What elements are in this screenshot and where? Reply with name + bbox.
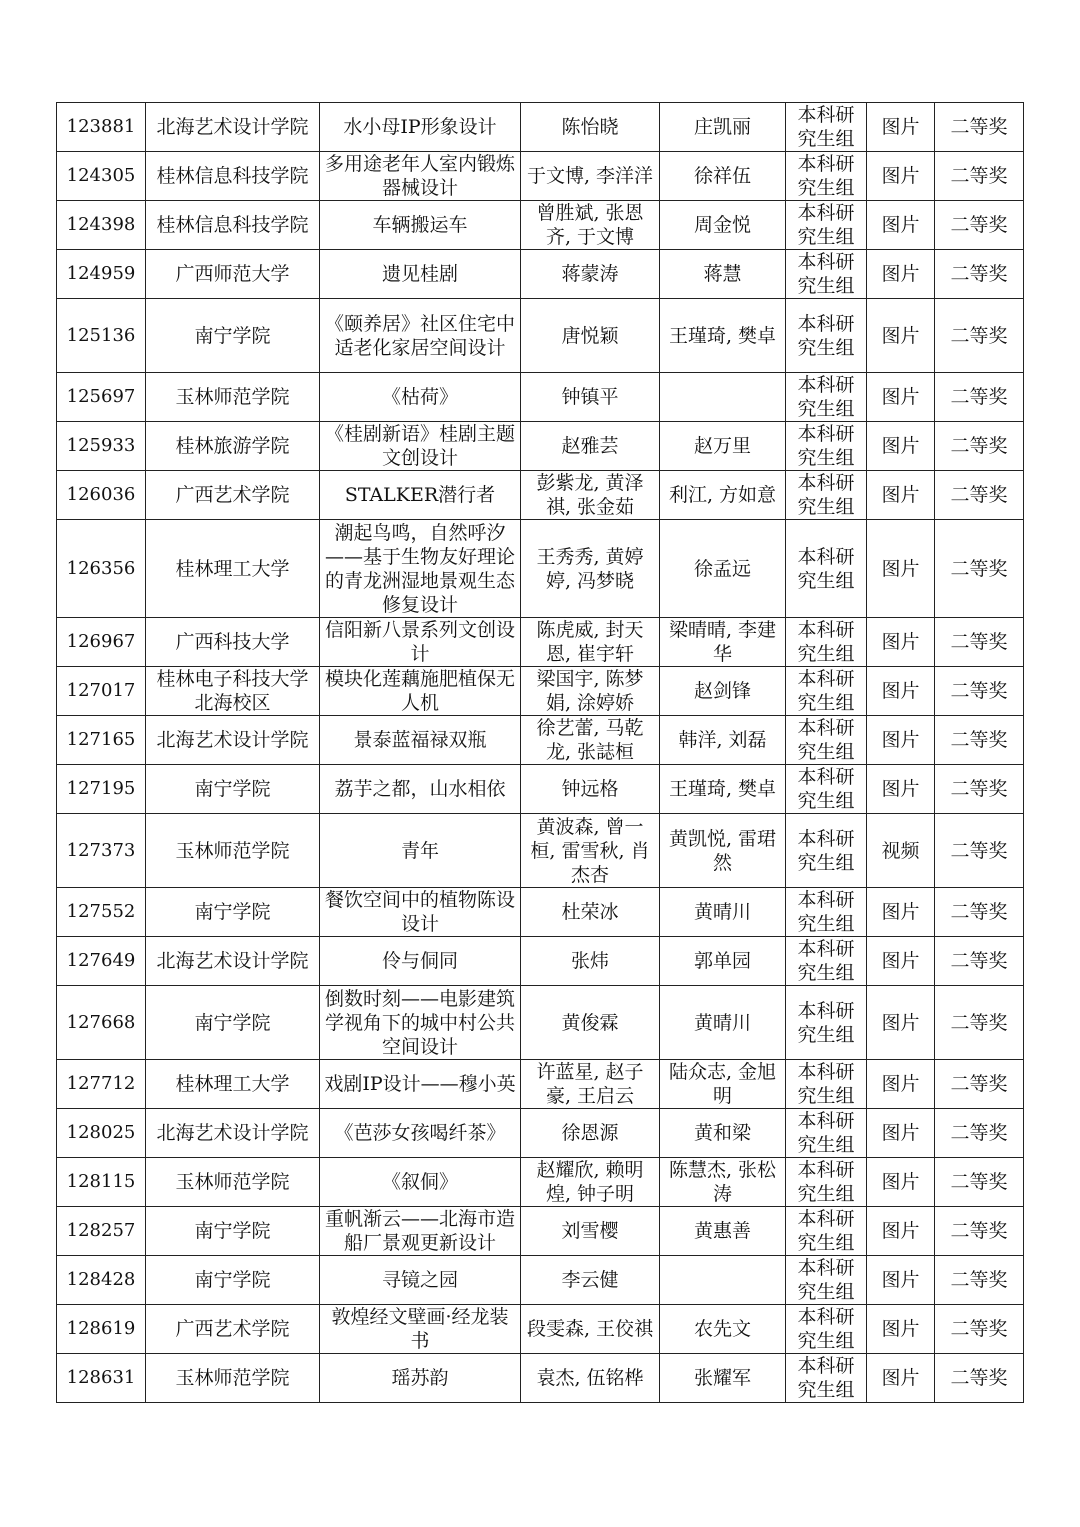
table-row	[57, 152, 1024, 201]
cell-work: 《叙侗》	[320, 1158, 521, 1207]
cell-authors: 杜荣冰	[521, 888, 660, 937]
cell-advisor: 徐祥伍	[660, 152, 786, 201]
cell-type: 图片	[867, 250, 935, 299]
cell-id: 127373	[57, 814, 146, 888]
table-row	[57, 1060, 1024, 1109]
cell-authors: 蒋蒙涛	[521, 250, 660, 299]
cell-advisor	[660, 373, 786, 422]
cell-group: 本科研究生组	[786, 716, 867, 765]
cell-award: 二等奖	[935, 1305, 1024, 1354]
cell-id: 124959	[57, 250, 146, 299]
cell-authors: 钟镇平	[521, 373, 660, 422]
cell-group: 本科研究生组	[786, 765, 867, 814]
table-row	[57, 667, 1024, 716]
cell-award: 二等奖	[935, 1256, 1024, 1305]
cell-authors: 赵耀欣, 赖明煌, 钟子明	[521, 1158, 660, 1207]
cell-advisor: 农先文	[660, 1305, 786, 1354]
table-row	[57, 1305, 1024, 1354]
cell-id: 124305	[57, 152, 146, 201]
table-row	[57, 103, 1024, 152]
cell-type: 图片	[867, 618, 935, 667]
cell-authors: 袁杰, 伍铭桦	[521, 1354, 660, 1403]
cell-group: 本科研究生组	[786, 373, 867, 422]
cell-authors: 李云健	[521, 1256, 660, 1305]
cell-type: 图片	[867, 152, 935, 201]
cell-school: 南宁学院	[146, 1256, 320, 1305]
cell-group: 本科研究生组	[786, 937, 867, 986]
table-row	[57, 1109, 1024, 1158]
cell-group: 本科研究生组	[786, 1305, 867, 1354]
cell-authors: 唐悦颖	[521, 299, 660, 373]
cell-group: 本科研究生组	[786, 1354, 867, 1403]
cell-advisor: 黄和梁	[660, 1109, 786, 1158]
cell-school: 北海艺术设计学院	[146, 937, 320, 986]
cell-group: 本科研究生组	[786, 471, 867, 520]
table-row	[57, 716, 1024, 765]
cell-id: 123881	[57, 103, 146, 152]
cell-advisor: 郭单园	[660, 937, 786, 986]
cell-advisor: 梁晴晴, 李建华	[660, 618, 786, 667]
cell-work: 重帆渐云——北海市造船厂景观更新设计	[320, 1207, 521, 1256]
cell-group: 本科研究生组	[786, 152, 867, 201]
cell-advisor: 陆众志, 金旭明	[660, 1060, 786, 1109]
cell-type: 视频	[867, 814, 935, 888]
cell-advisor: 蒋慧	[660, 250, 786, 299]
table-row	[57, 201, 1024, 250]
cell-authors: 徐恩源	[521, 1109, 660, 1158]
cell-group: 本科研究生组	[786, 888, 867, 937]
cell-authors: 王秀秀, 黄婷婷, 冯梦晓	[521, 520, 660, 618]
table-row	[57, 250, 1024, 299]
table-row	[57, 1207, 1024, 1256]
cell-authors: 陈虎威, 封天恩, 崔宇轩	[521, 618, 660, 667]
table-row	[57, 422, 1024, 471]
cell-work: 寻镜之园	[320, 1256, 521, 1305]
cell-school: 玉林师范学院	[146, 373, 320, 422]
cell-school: 北海艺术设计学院	[146, 716, 320, 765]
cell-advisor: 周金悦	[660, 201, 786, 250]
cell-authors: 赵雅芸	[521, 422, 660, 471]
cell-award: 二等奖	[935, 986, 1024, 1060]
cell-type: 图片	[867, 986, 935, 1060]
cell-group: 本科研究生组	[786, 250, 867, 299]
cell-type: 图片	[867, 937, 935, 986]
cell-group: 本科研究生组	[786, 1256, 867, 1305]
cell-group: 本科研究生组	[786, 986, 867, 1060]
cell-work: STALKER潜行者	[320, 471, 521, 520]
cell-group: 本科研究生组	[786, 618, 867, 667]
cell-advisor: 王瑾琦, 樊卓	[660, 299, 786, 373]
cell-work: 水小母IP形象设计	[320, 103, 521, 152]
table-row	[57, 299, 1024, 373]
cell-id: 127017	[57, 667, 146, 716]
cell-award: 二等奖	[935, 422, 1024, 471]
cell-school: 桂林电子科技大学北海校区	[146, 667, 320, 716]
cell-authors: 黄俊霖	[521, 986, 660, 1060]
cell-school: 桂林旅游学院	[146, 422, 320, 471]
cell-award: 二等奖	[935, 765, 1024, 814]
cell-type: 图片	[867, 1207, 935, 1256]
cell-id: 128115	[57, 1158, 146, 1207]
cell-award: 二等奖	[935, 373, 1024, 422]
cell-award: 二等奖	[935, 1354, 1024, 1403]
cell-school: 广西艺术学院	[146, 1305, 320, 1354]
cell-id: 127649	[57, 937, 146, 986]
cell-authors: 段雯森, 王佼祺	[521, 1305, 660, 1354]
cell-advisor: 王瑾琦, 樊卓	[660, 765, 786, 814]
cell-work: 敦煌经文壁画·经龙装书	[320, 1305, 521, 1354]
cell-type: 图片	[867, 520, 935, 618]
cell-advisor: 陈慧杰, 张松涛	[660, 1158, 786, 1207]
table-row	[57, 814, 1024, 888]
cell-advisor: 黄惠善	[660, 1207, 786, 1256]
cell-award: 二等奖	[935, 299, 1024, 373]
cell-type: 图片	[867, 1158, 935, 1207]
cell-work: 青年	[320, 814, 521, 888]
table-row	[57, 1354, 1024, 1403]
cell-award: 二等奖	[935, 471, 1024, 520]
cell-work: 模块化莲藕施肥植保无人机	[320, 667, 521, 716]
cell-authors: 徐艺蕾, 马乾龙, 张誌桓	[521, 716, 660, 765]
cell-group: 本科研究生组	[786, 1207, 867, 1256]
cell-school: 桂林信息科技学院	[146, 152, 320, 201]
cell-work: 戏剧IP设计——穆小英	[320, 1060, 521, 1109]
cell-work: 伶与侗同	[320, 937, 521, 986]
cell-id: 128428	[57, 1256, 146, 1305]
cell-id: 124398	[57, 201, 146, 250]
table-row	[57, 986, 1024, 1060]
cell-group: 本科研究生组	[786, 299, 867, 373]
table-row	[57, 765, 1024, 814]
cell-group: 本科研究生组	[786, 1158, 867, 1207]
cell-school: 玉林师范学院	[146, 1354, 320, 1403]
cell-school: 桂林信息科技学院	[146, 201, 320, 250]
cell-advisor: 利江, 方如意	[660, 471, 786, 520]
cell-work: 多用途老年人室内锻炼器械设计	[320, 152, 521, 201]
cell-award: 二等奖	[935, 250, 1024, 299]
cell-id: 127668	[57, 986, 146, 1060]
cell-school: 南宁学院	[146, 1207, 320, 1256]
cell-school: 广西师范大学	[146, 250, 320, 299]
cell-group: 本科研究生组	[786, 1109, 867, 1158]
cell-advisor: 黄晴川	[660, 888, 786, 937]
cell-advisor: 黄凯悦, 雷珺然	[660, 814, 786, 888]
cell-group: 本科研究生组	[786, 103, 867, 152]
cell-award: 二等奖	[935, 888, 1024, 937]
cell-work: 《颐养居》社区住宅中适老化家居空间设计	[320, 299, 521, 373]
cell-type: 图片	[867, 471, 935, 520]
cell-school: 桂林理工大学	[146, 1060, 320, 1109]
cell-award: 二等奖	[935, 520, 1024, 618]
cell-work: 餐饮空间中的植物陈设设计	[320, 888, 521, 937]
cell-authors: 张炜	[521, 937, 660, 986]
cell-award: 二等奖	[935, 1109, 1024, 1158]
cell-id: 128025	[57, 1109, 146, 1158]
table-row	[57, 888, 1024, 937]
cell-type: 图片	[867, 888, 935, 937]
table-row	[57, 1158, 1024, 1207]
cell-award: 二等奖	[935, 1158, 1024, 1207]
cell-type: 图片	[867, 1305, 935, 1354]
cell-work: 遗见桂剧	[320, 250, 521, 299]
cell-award: 二等奖	[935, 814, 1024, 888]
cell-award: 二等奖	[935, 667, 1024, 716]
cell-school: 桂林理工大学	[146, 520, 320, 618]
cell-id: 128619	[57, 1305, 146, 1354]
cell-award: 二等奖	[935, 1207, 1024, 1256]
cell-work: 《芭莎女孩喝纤茶》	[320, 1109, 521, 1158]
cell-id: 127195	[57, 765, 146, 814]
cell-school: 广西艺术学院	[146, 471, 320, 520]
cell-school: 南宁学院	[146, 986, 320, 1060]
cell-type: 图片	[867, 716, 935, 765]
cell-award: 二等奖	[935, 201, 1024, 250]
cell-type: 图片	[867, 299, 935, 373]
cell-award: 二等奖	[935, 1060, 1024, 1109]
cell-work: 《枯荷》	[320, 373, 521, 422]
cell-award: 二等奖	[935, 152, 1024, 201]
cell-school: 北海艺术设计学院	[146, 103, 320, 152]
cell-type: 图片	[867, 201, 935, 250]
cell-id: 125933	[57, 422, 146, 471]
cell-authors: 陈怡晓	[521, 103, 660, 152]
cell-advisor: 赵万里	[660, 422, 786, 471]
cell-id: 125697	[57, 373, 146, 422]
cell-work: 潮起鸟鸣，自然呼汐——基于生物友好理论的青龙洲湿地景观生态修复设计	[320, 520, 521, 618]
cell-type: 图片	[867, 1109, 935, 1158]
cell-advisor: 韩洋, 刘磊	[660, 716, 786, 765]
cell-group: 本科研究生组	[786, 1060, 867, 1109]
cell-type: 图片	[867, 1060, 935, 1109]
cell-school: 南宁学院	[146, 888, 320, 937]
cell-work: 景泰蓝福禄双瓶	[320, 716, 521, 765]
table-row	[57, 618, 1024, 667]
cell-authors: 彭紫龙, 黄泽祺, 张金茹	[521, 471, 660, 520]
cell-authors: 钟远格	[521, 765, 660, 814]
cell-authors: 许蓝星, 赵子豪, 王启云	[521, 1060, 660, 1109]
cell-type: 图片	[867, 1256, 935, 1305]
cell-work: 荔芋之都，山水相依	[320, 765, 521, 814]
table-row	[57, 471, 1024, 520]
cell-work: 车辆搬运车	[320, 201, 521, 250]
cell-advisor: 张耀军	[660, 1354, 786, 1403]
cell-work: 瑶苏韵	[320, 1354, 521, 1403]
cell-type: 图片	[867, 373, 935, 422]
cell-school: 玉林师范学院	[146, 1158, 320, 1207]
cell-authors: 黄波森, 曾一桓, 雷雪秋, 肖杰杏	[521, 814, 660, 888]
cell-type: 图片	[867, 765, 935, 814]
cell-work: 倒数时刻——电影建筑学视角下的城中村公共空间设计	[320, 986, 521, 1060]
cell-school: 广西科技大学	[146, 618, 320, 667]
cell-id: 127552	[57, 888, 146, 937]
cell-school: 南宁学院	[146, 765, 320, 814]
cell-advisor: 庄凯丽	[660, 103, 786, 152]
cell-type: 图片	[867, 667, 935, 716]
cell-type: 图片	[867, 1354, 935, 1403]
cell-id: 126036	[57, 471, 146, 520]
cell-id: 128631	[57, 1354, 146, 1403]
cell-type: 图片	[867, 422, 935, 471]
cell-group: 本科研究生组	[786, 814, 867, 888]
cell-id: 126356	[57, 520, 146, 618]
cell-award: 二等奖	[935, 618, 1024, 667]
table-row	[57, 373, 1024, 422]
cell-award: 二等奖	[935, 103, 1024, 152]
cell-authors: 曾胜斌, 张恩齐, 于文博	[521, 201, 660, 250]
table-row	[57, 937, 1024, 986]
cell-school: 玉林师范学院	[146, 814, 320, 888]
table-row	[57, 520, 1024, 618]
cell-id: 128257	[57, 1207, 146, 1256]
cell-award: 二等奖	[935, 937, 1024, 986]
cell-authors: 梁国宇, 陈梦娟, 涂婷娇	[521, 667, 660, 716]
cell-group: 本科研究生组	[786, 422, 867, 471]
cell-id: 126967	[57, 618, 146, 667]
cell-work: 信阳新八景系列文创设计	[320, 618, 521, 667]
cell-advisor: 赵剑锋	[660, 667, 786, 716]
cell-id: 125136	[57, 299, 146, 373]
cell-advisor	[660, 1256, 786, 1305]
cell-advisor: 黄晴川	[660, 986, 786, 1060]
awards-table	[56, 102, 1024, 1403]
cell-school: 南宁学院	[146, 299, 320, 373]
cell-authors: 刘雪樱	[521, 1207, 660, 1256]
cell-school: 北海艺术设计学院	[146, 1109, 320, 1158]
cell-type: 图片	[867, 103, 935, 152]
cell-id: 127165	[57, 716, 146, 765]
cell-group: 本科研究生组	[786, 667, 867, 716]
cell-id: 127712	[57, 1060, 146, 1109]
cell-authors: 于文博, 李洋洋	[521, 152, 660, 201]
table-row	[57, 1256, 1024, 1305]
cell-award: 二等奖	[935, 716, 1024, 765]
cell-work: 《桂剧新语》桂剧主题文创设计	[320, 422, 521, 471]
cell-group: 本科研究生组	[786, 520, 867, 618]
cell-group: 本科研究生组	[786, 201, 867, 250]
cell-advisor: 徐孟远	[660, 520, 786, 618]
